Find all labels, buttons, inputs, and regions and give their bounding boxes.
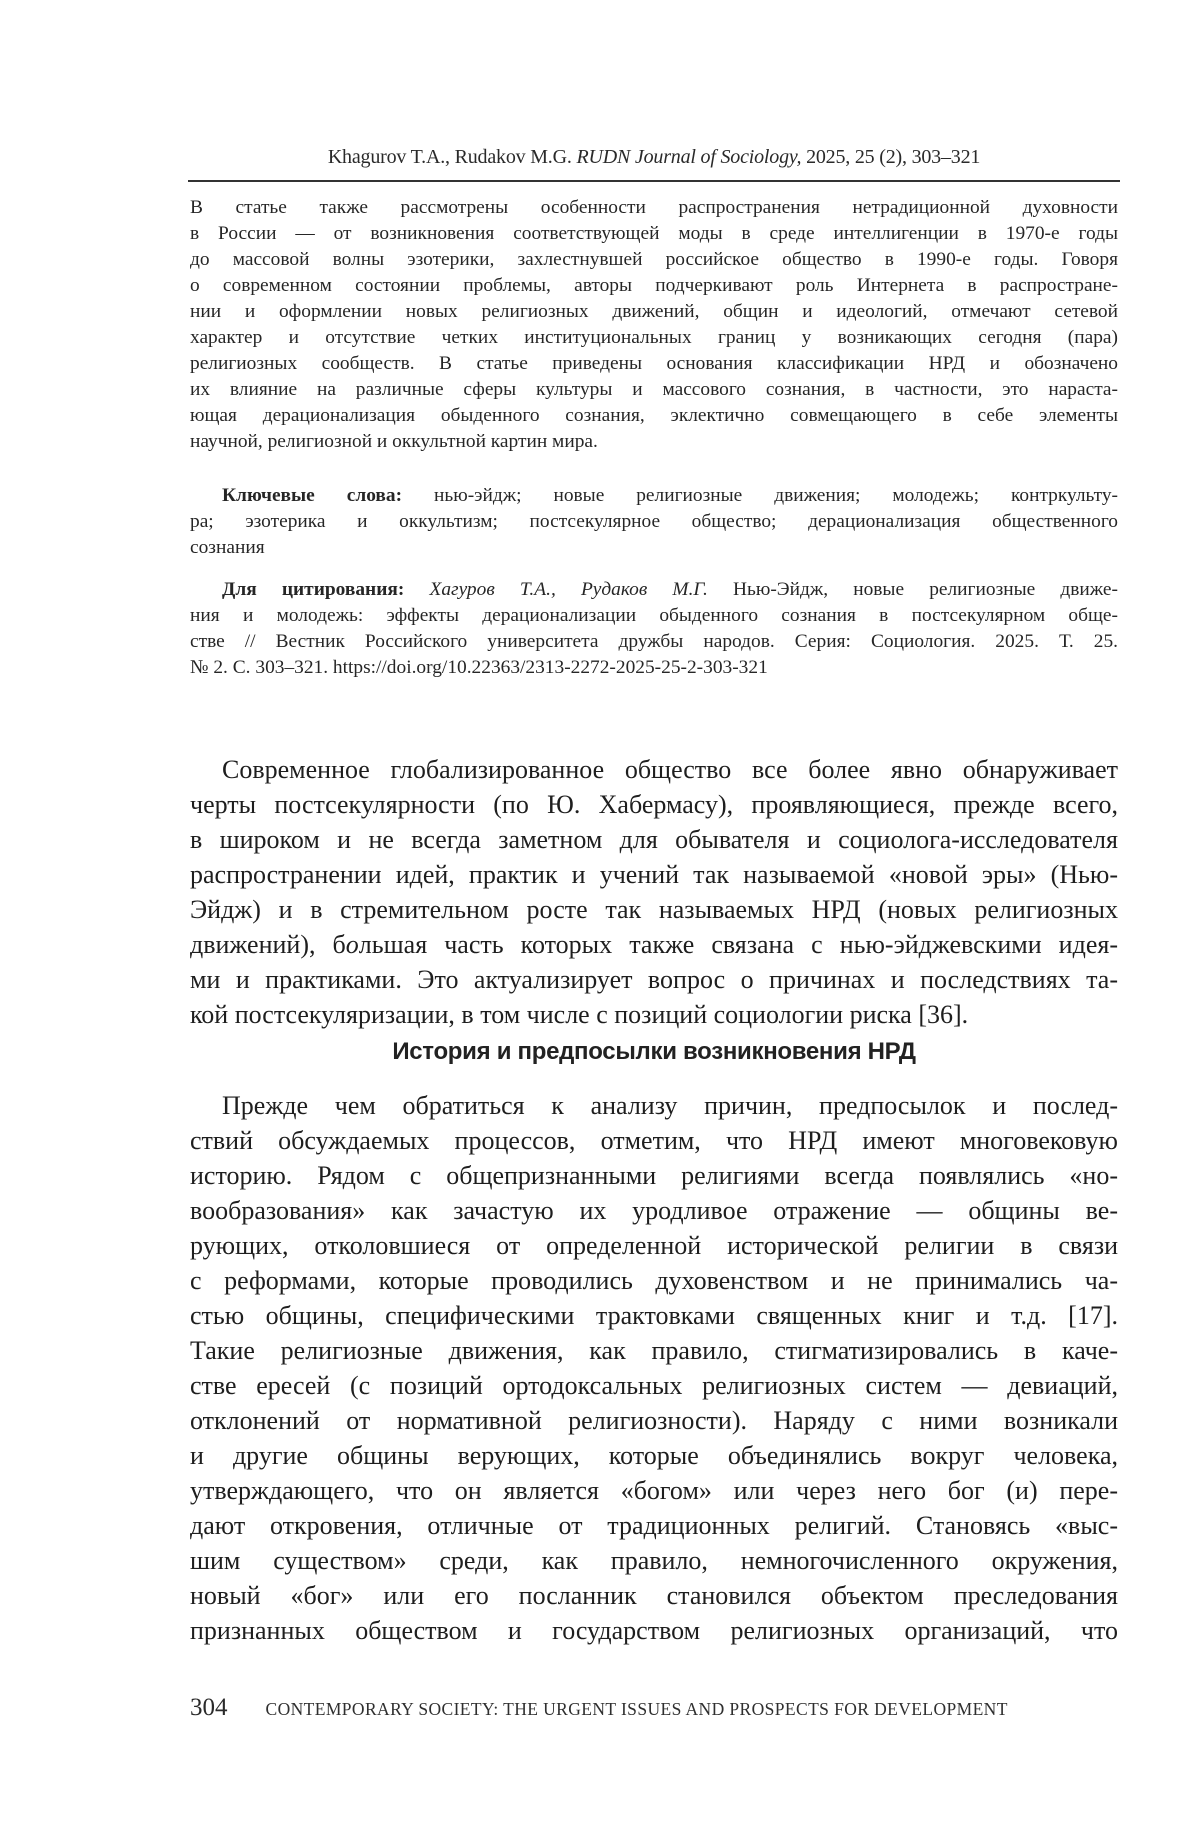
body-line: в широком и не всегда заметном для обывателя и социолога-исследователя <box>190 825 1118 854</box>
body-line: кой постсекуляризации, в том числе с позиций социологии риска [36]. <box>190 1000 969 1029</box>
body-line: ми и практиками. Это актуализирует вопрос о причинах и последствиях та- <box>190 965 1118 994</box>
keywords-first-line <box>190 483 1118 509</box>
abstract-line: научной, религиозной и оккультной картин мира. <box>190 431 598 452</box>
body-line: распространении идей, практик и учений так называемой «новой эры» (Нью- <box>190 860 1118 889</box>
body-line: Эйдж) и в стремительном росте так называемых НРД (новых религиозных <box>190 895 1118 924</box>
body-line: утверждающего, что он является «богом» или через него бог (и) пере- <box>190 1476 1118 1505</box>
abstract-line: нии и оформлении новых религиозных движений, общин и идеологий, отмечают сетевой <box>190 301 1118 322</box>
body-text: движений), б <box>190 930 346 959</box>
citation-line: ния и молодежь: эффекты дерационализации обыденного сознания в постсекулярном обще- <box>190 605 1118 626</box>
running-head-authors: Khagurov T.A., Rudakov M.G. <box>327 146 572 168</box>
body-line: черты постсекулярности (по Ю. Хабермасу), проявляющиеся, прежде всего, <box>190 790 1118 819</box>
stress-mark: о <box>345 930 359 959</box>
citation-authors: Хагуров Т.А., Рудаков М.Г. <box>404 579 708 600</box>
abstract-line: характер и отсутствие четких институциональных границ у возникающих сегодня (пара) <box>190 327 1118 348</box>
body-line <box>190 927 1118 962</box>
keywords <box>190 483 1118 561</box>
body-line: с реформами, которые проводились духовенством и не принимались ча- <box>190 1266 1118 1295</box>
body-line: шим существом» среди, как правило, немногочисленного окружения, <box>190 1546 1118 1575</box>
running-head-issue: 2025, 25 (2), 303–321 <box>806 146 981 168</box>
body-line: отклонений от нормативной религиозности). Наряду с ними возникали <box>190 1406 1118 1435</box>
body-line: Прежде чем обратиться к анализу причин, предпосылок и послед- <box>222 1091 1118 1120</box>
body-line: Такие религиозные движения, как правило, стигматизировались в каче- <box>190 1336 1118 1365</box>
body-line: новый «бог» или его посланник становился объектом преследования <box>190 1581 1118 1610</box>
body-line: вообразования» как зачастую их уродливое отражение — общины ве- <box>190 1196 1118 1225</box>
section-heading: История и предпосылки возникновения НРД <box>392 1038 916 1065</box>
abstract-line: их влияние на различные сферы культуры и массового сознания, в частности, это нараста- <box>190 379 1118 400</box>
body-line: Современное глобализированное общество все более явно обнаруживает <box>222 755 1118 784</box>
abstract-line: до массовой волны эзотерики, захлестнувшей российское общество в 1990-е годы. Говоря <box>190 249 1118 270</box>
body-line: признанных обществом и государством религиозных организаций, что <box>190 1616 1118 1645</box>
page-footer <box>190 1694 1118 1724</box>
body-line: историю. Рядом с общепризнанными религиями всегда появлялись «но- <box>190 1161 1118 1190</box>
citation-line: стве // Вестник Российского университета дружбы народов. Серия: Социология. 2025. Т. 25. <box>190 631 1118 652</box>
abstract-line: В статье также рассмотрены особенности распространения нетрадиционной духовности <box>190 197 1118 218</box>
keywords-label: Ключевые слова: <box>222 485 403 506</box>
running-head <box>188 146 1120 169</box>
body-text: льшая часть которых также связана с нью-эйджевскими идея- <box>358 930 1118 959</box>
keywords-line: сознания <box>190 537 265 558</box>
body-line: дают откровения, отличные от традиционных религий. Становясь «выс- <box>190 1511 1118 1540</box>
section-paragraph <box>190 1088 1118 1648</box>
body-line: и другие общины верующих, которые объединялись вокруг человека, <box>190 1441 1118 1470</box>
header-rule <box>188 180 1120 182</box>
body-line: рующих, отколовшиеся от определенной исторической религии в связи <box>190 1231 1118 1260</box>
abstract <box>190 195 1118 455</box>
citation-first-line <box>190 577 1118 603</box>
intro-paragraph <box>190 752 1118 1032</box>
keywords-line: ра; эзотерика и оккультизм; постсекулярное общество; дерационализация общественного <box>190 511 1118 532</box>
body-line: стью общины, специфическими трактовками священных книг и т.д. [17]. <box>190 1301 1118 1330</box>
citation-doi-line: № 2. С. 303–321. https://doi.org/10.22363/2313-2272-2025-25-2-303-321 <box>190 657 768 678</box>
abstract-line: о современном состоянии проблемы, авторы подчеркивают роль Интернета в распростране- <box>190 275 1118 296</box>
citation-label: Для цитирования: <box>222 579 405 600</box>
journal-section-title: CONTEMPORARY SOCIETY: THE URGENT ISSUES AND PROSPECTS FOR DEVELOPMENT <box>265 1699 1008 1719</box>
page-number: 304 <box>190 1694 228 1721</box>
abstract-line: ющая дерационализация обыденного сознания, эклектично совмещающего в себе элементы <box>190 405 1118 426</box>
keywords-text: нью-эйдж; новые религиозные движения; молодежь; контркульту- <box>402 485 1118 506</box>
citation <box>190 577 1118 681</box>
abstract-line: религиозных сообществ. В статье приведены основания классификации НРД и обозначено <box>190 353 1118 374</box>
running-head-journal: RUDN Journal of Sociology, <box>576 146 802 168</box>
abstract-line: в России — от возникновения соответствующей моды в среде интеллигенции в 1970-е годы <box>190 223 1118 244</box>
body-line: ствий обсуждаемых процессов, отметим, что НРД имеют многовековую <box>190 1126 1118 1155</box>
citation-title: Нью-Эйдж, новые религиозные движе- <box>707 579 1118 600</box>
body-line: стве ересей (с позиций ортодоксальных религиозных систем — девиаций, <box>190 1371 1118 1400</box>
